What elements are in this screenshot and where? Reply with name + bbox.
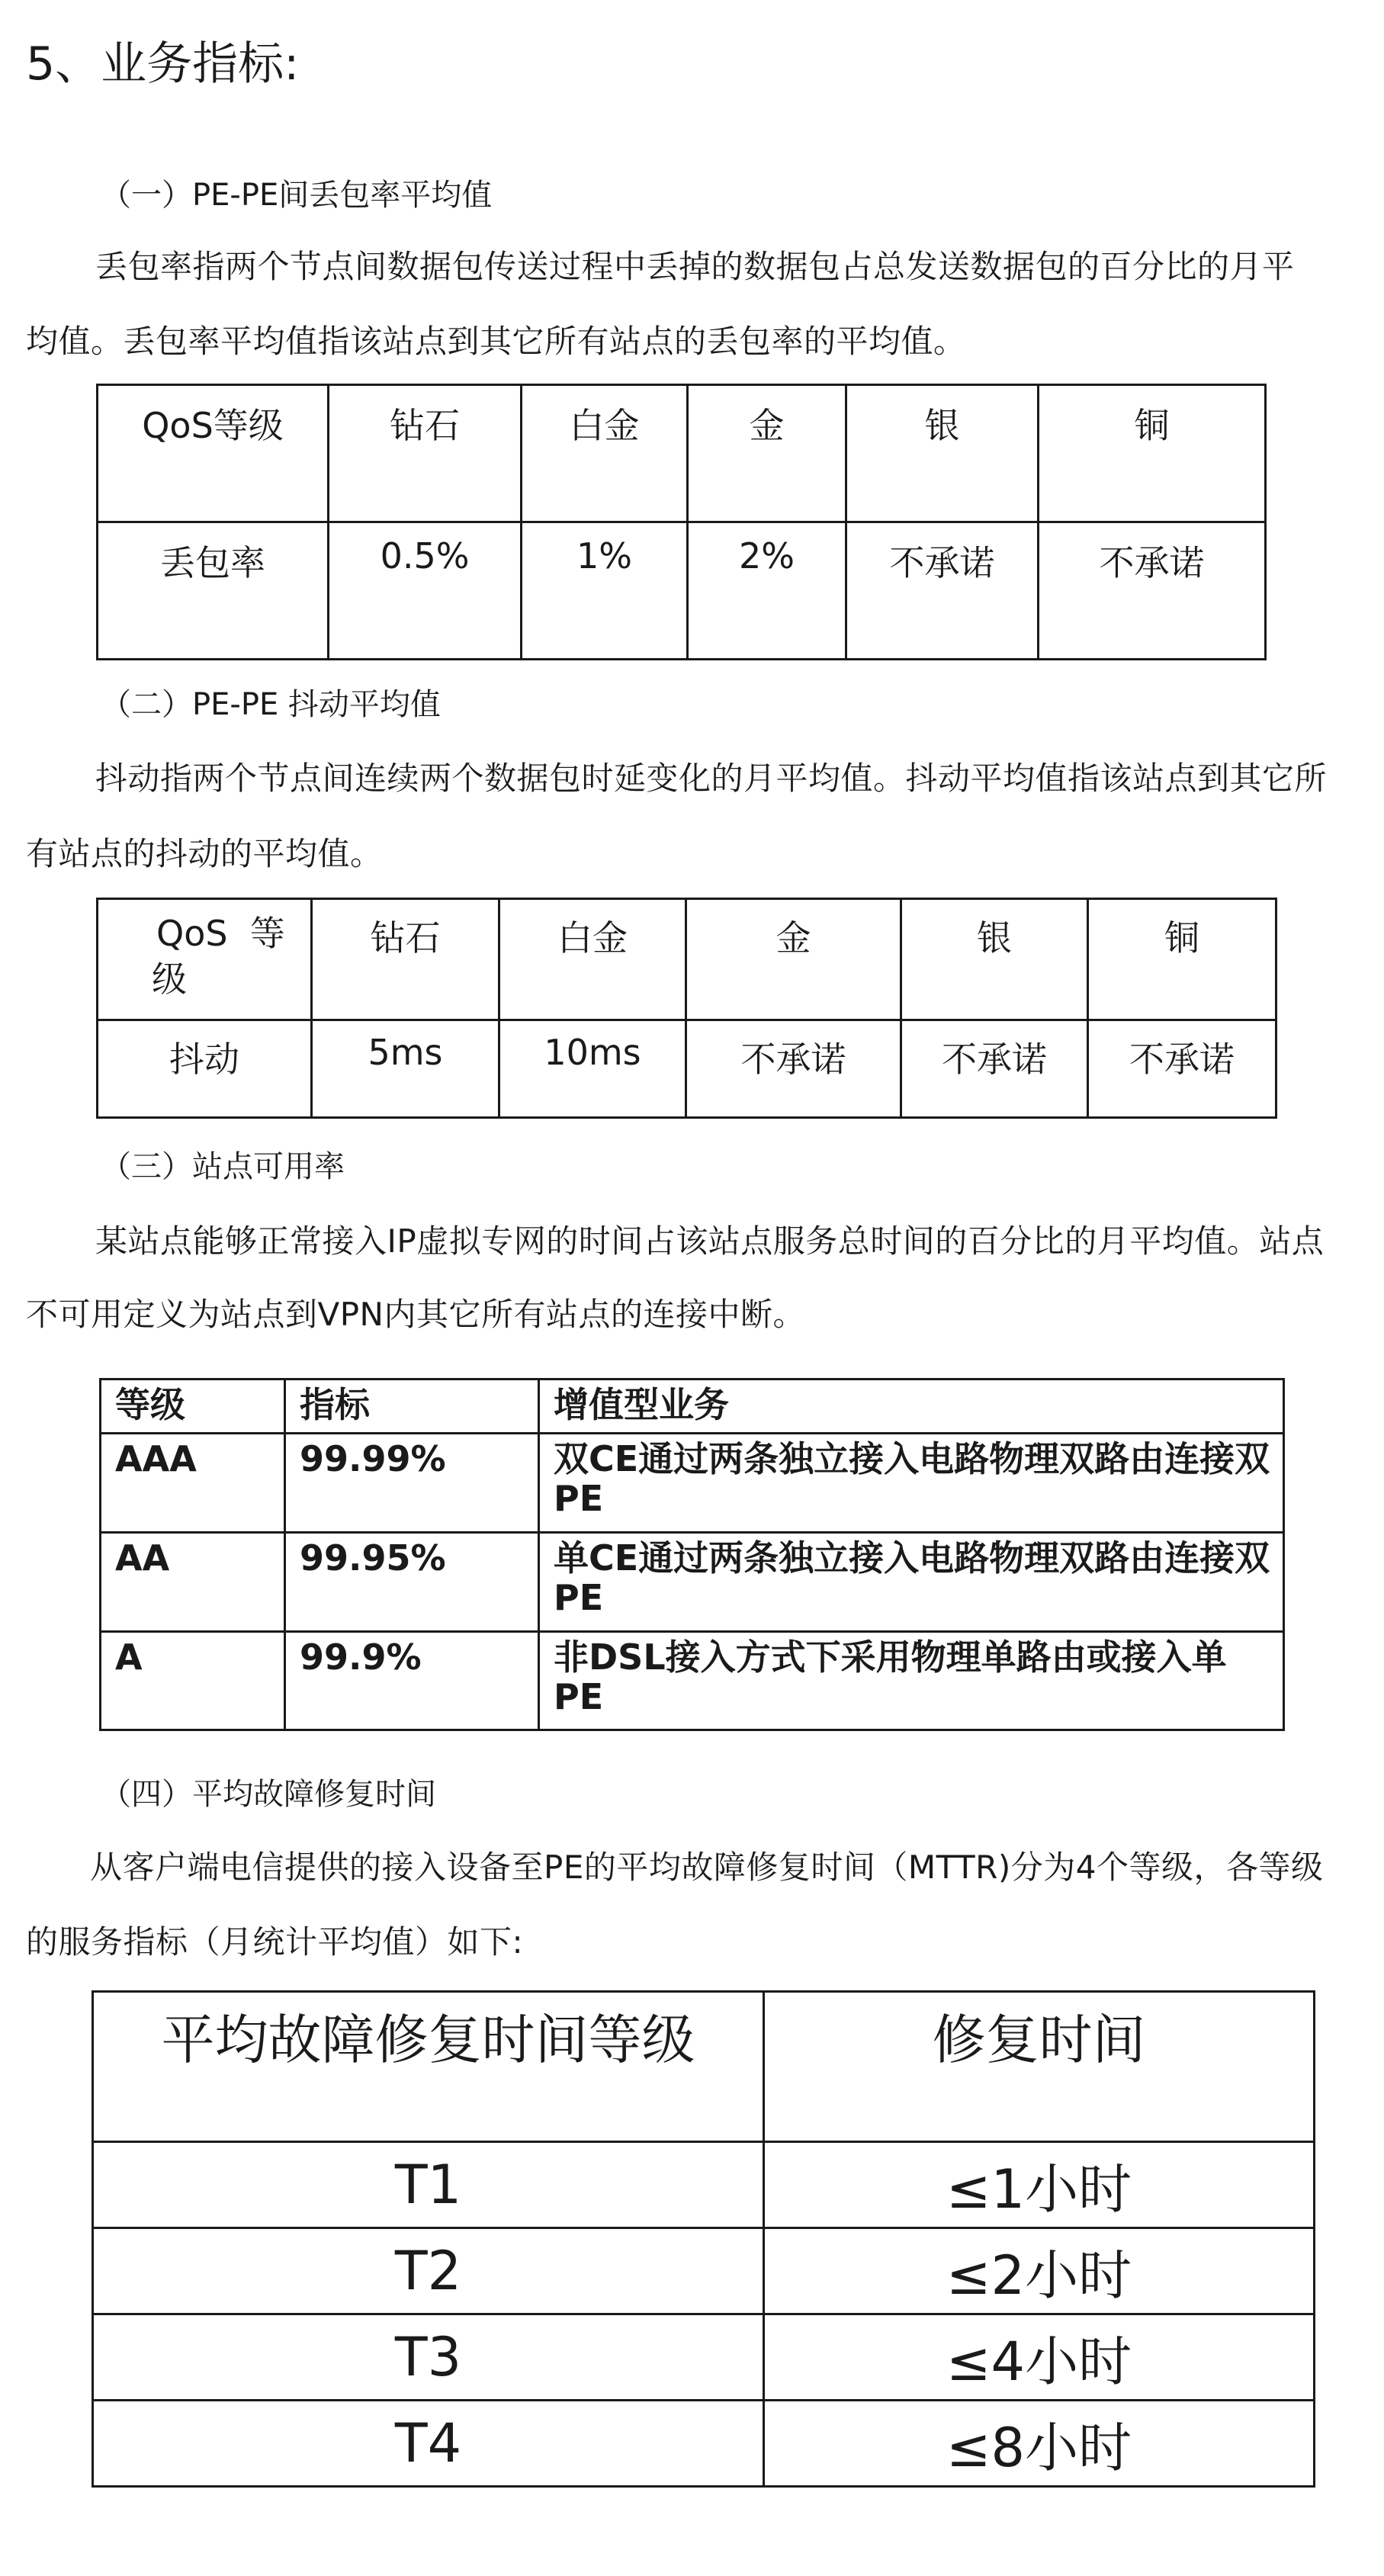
table-cell: 不承诺 — [1039, 522, 1266, 660]
section-3-para-line-1: 某站点能够正常接入IP虚拟专网的时间占该站点服务总时间的百分比的月平均值。站点 — [95, 1222, 1325, 1260]
jitter-table — [96, 898, 1277, 1119]
table-row — [98, 522, 1266, 660]
table-cell: 10ms — [499, 1020, 686, 1118]
table-header-cell: 指标 — [285, 1380, 539, 1434]
table-row — [101, 1533, 1284, 1632]
table-row — [93, 2228, 1315, 2314]
section-1-para-line-1: 丢包率指两个节点间数据包传送过程中丢掉的数据包占总发送数据包的百分比的月平 — [95, 248, 1295, 285]
table-cell: 99.99% — [285, 1434, 539, 1533]
table-header-cell: 银 — [901, 899, 1088, 1020]
section-2-para-line-1: 抖动指两个节点间连续两个数据包时延变化的月平均值。抖动平均值指该站点到其它所 — [95, 760, 1328, 797]
section-3-title: （三）站点可用率 — [101, 1149, 345, 1184]
table-header-cell: 钻石 — [329, 385, 522, 522]
section-3-para-line-2: 不可用定义为站点到VPN内其它所有站点的连接中断。 — [26, 1296, 805, 1333]
table-cell: T1 — [93, 2142, 764, 2228]
table-header-cell: QoS 等 级 — [98, 899, 312, 1020]
table-row — [93, 2401, 1315, 2487]
table-header-cell: 铜 — [1039, 385, 1266, 522]
table-cell: 不承诺 — [1088, 1020, 1276, 1118]
mttr-table — [92, 1990, 1315, 2488]
table-cell: 5ms — [312, 1020, 499, 1118]
table-row — [93, 2142, 1315, 2228]
packet-loss-table — [96, 384, 1267, 660]
table-cell: T3 — [93, 2314, 764, 2401]
table-cell: 抖动 — [98, 1020, 312, 1118]
table-cell: 不承诺 — [901, 1020, 1088, 1118]
section-2-title: （二）PE-PE 抖动平均值 — [101, 687, 441, 722]
table-header-cell: 银 — [846, 385, 1039, 522]
table-cell: A — [101, 1632, 285, 1730]
table-header-cell: 钻石 — [312, 899, 499, 1020]
table-header-cell: 平均故障修复时间等级 — [93, 1992, 764, 2142]
table-cell: 不承诺 — [846, 522, 1039, 660]
table-row — [98, 1020, 1276, 1118]
section-4-para-line-1: 从客户端电信提供的接入设备至PE的平均故障修复时间（MTTR)分为4个等级，各等级 — [90, 1848, 1324, 1886]
section-4-para-line-2: 的服务指标（月统计平均值）如下: — [26, 1923, 524, 1961]
table-header-cell: QoS等级 — [98, 385, 329, 522]
table-header-cell: 增值型业务 — [539, 1380, 1284, 1434]
section-1-para-line-2: 均值。丢包率平均值指该站点到其它所有站点的丢包率的平均值。 — [26, 323, 966, 360]
table-row — [93, 1992, 1315, 2142]
table-cell: ≤1小时 — [764, 2142, 1315, 2228]
table-row — [101, 1632, 1284, 1730]
table-header-cell: 金 — [688, 385, 846, 522]
table-cell: ≤8小时 — [764, 2401, 1315, 2487]
section-1-title: （一）PE-PE间丢包率平均值 — [101, 178, 493, 213]
table-cell: 不承诺 — [686, 1020, 901, 1118]
table-cell: 丢包率 — [98, 522, 329, 660]
table-cell: T4 — [93, 2401, 764, 2487]
table-header-cell: 白金 — [522, 385, 688, 522]
table-row — [98, 385, 1266, 522]
table-cell: AA — [101, 1533, 285, 1632]
table-cell: 单CE通过两条独立接入电路物理双路由连接双PE — [539, 1533, 1284, 1632]
table-cell: ≤4小时 — [764, 2314, 1315, 2401]
table-cell: 2% — [688, 522, 846, 660]
table-row — [93, 2314, 1315, 2401]
table-cell: 1% — [522, 522, 688, 660]
table-cell: ≤2小时 — [764, 2228, 1315, 2314]
table-header-cell: 等级 — [101, 1380, 285, 1434]
table-header-cell: 修复时间 — [764, 1992, 1315, 2142]
table-row — [98, 899, 1276, 1020]
table-cell: 双CE通过两条独立接入电路物理双路由连接双PE — [539, 1434, 1284, 1533]
table-row — [101, 1380, 1284, 1434]
table-cell: 99.95% — [285, 1533, 539, 1632]
availability-table — [99, 1378, 1285, 1731]
table-cell: 0.5% — [329, 522, 522, 660]
section-4-title: （四）平均故障修复时间 — [101, 1777, 436, 1812]
section-2-para-line-2: 有站点的抖动的平均值。 — [26, 835, 383, 872]
table-cell: AAA — [101, 1434, 285, 1533]
table-row — [101, 1434, 1284, 1533]
table-cell: T2 — [93, 2228, 764, 2314]
table-header-cell: 铜 — [1088, 899, 1276, 1020]
table-header-cell: 金 — [686, 899, 901, 1020]
table-cell: 非DSL接入方式下采用物理单路由或接入单PE — [539, 1632, 1284, 1730]
table-cell: 99.9% — [285, 1632, 539, 1730]
page-title: 5、业务指标: — [26, 37, 300, 91]
table-header-cell: 白金 — [499, 899, 686, 1020]
